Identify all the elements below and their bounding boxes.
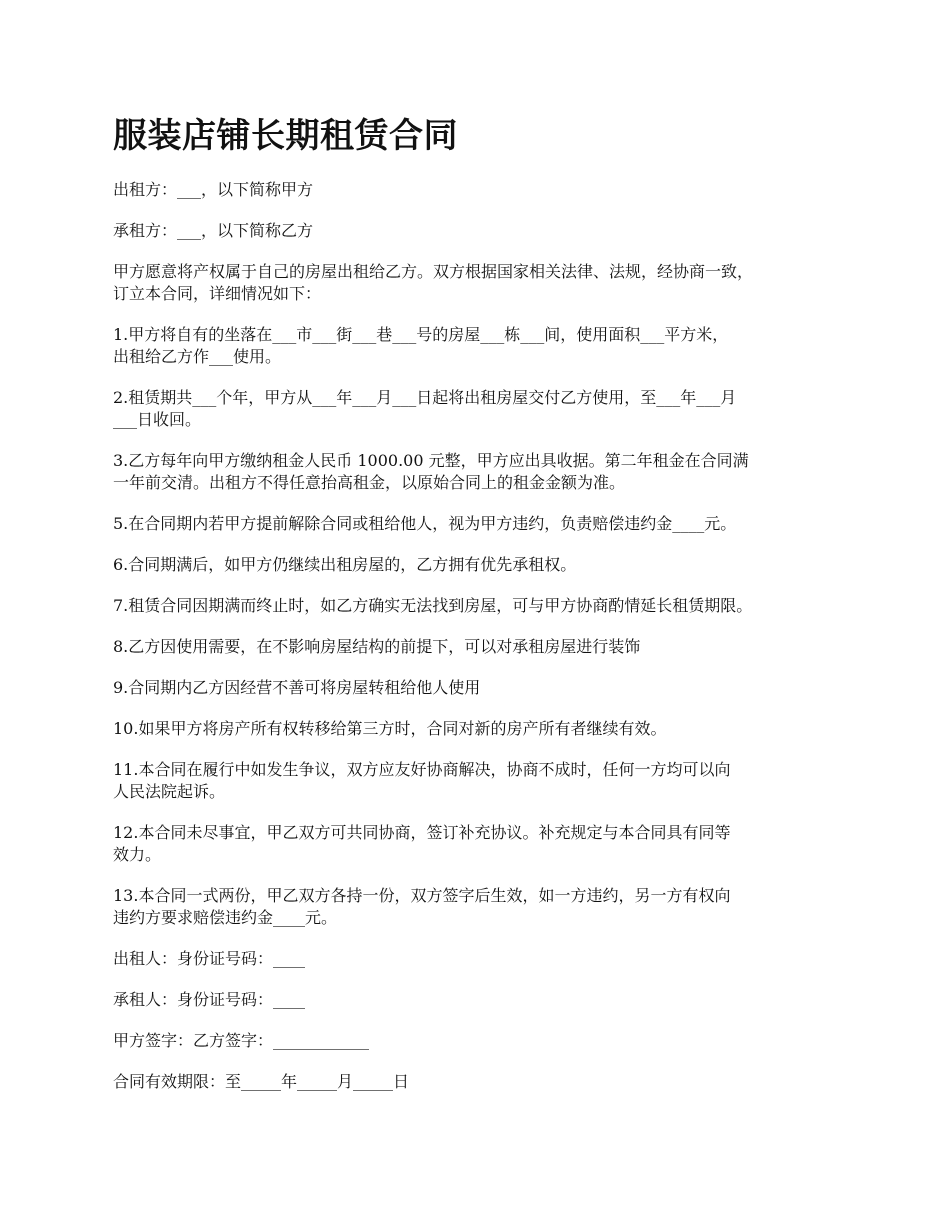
clause-1: 1.甲方将自有的坐落在___市___街___巷___号的房屋___栋___间，使用面积___平方米， 出租给乙方作___使用。 <box>113 325 729 366</box>
intro-paragraph: 甲方愿意将产权属于自己的房屋出租给乙方。双方根据国家相关法律、法规，经协商一致， 订立本合同，详细情况如下： <box>113 262 754 303</box>
lessor-id-line: 出租人：身份证号码：____ <box>113 949 306 968</box>
clause-13: 13.本合同一式两份，甲乙双方各持一份，双方签字后生效，如一方违约，另一方有权向 违约方要求赔偿违约金____元。 <box>113 886 731 927</box>
clause-9: 9.合同期内乙方因经营不善可将房屋转租给他人使用 <box>113 678 481 697</box>
clause-11: 11.本合同在履行中如发生争议，双方应友好协商解决，协商不成时，任何一方均可以向 人民法院起诉。 <box>113 760 731 801</box>
contract-document <box>113 112 853 1112</box>
lessor-line: 出租方：___，以下简称甲方 <box>113 180 314 199</box>
lessee-line: 承租方：___，以下简称乙方 <box>113 221 314 240</box>
lessee-id-line: 承租人：身份证号码：____ <box>113 990 306 1009</box>
page-title: 服装店铺长期租赁合同 <box>113 116 458 156</box>
clause-2: 2.租赁期共___个年，甲方从___年___月___日起将出租房屋交付乙方使用，至___年___月 ___日收回。 <box>113 388 737 429</box>
clause-6: 6.合同期满后，如甲方仍继续出租房屋的，乙方拥有优先承租权。 <box>113 555 577 574</box>
signature-line: 甲方签字：乙方签字：____________ <box>113 1031 370 1050</box>
clause-7: 7.租赁合同因期满而终止时，如乙方确实无法找到房屋，可与甲方协商酌情延长租赁期限。 <box>113 596 753 615</box>
clause-5: 5.在合同期内若甲方提前解除合同或租给他人，视为甲方违约，负责赔偿违约金____元。 <box>113 514 737 533</box>
clause-8: 8.乙方因使用需要，在不影响房屋结构的前提下，可以对承租房屋进行装饰 <box>113 637 641 656</box>
clause-10: 10.如果甲方将房产所有权转移给第三方时，合同对新的房产所有者继续有效。 <box>113 719 667 738</box>
validity-period-line: 合同有效期限：至_____年_____月_____日 <box>113 1072 410 1091</box>
clause-3: 3.乙方每年向甲方缴纳租金人民币 1000.00 元整，甲方应出具收据。第二年租金在合同满 一年前交清。出租方不得任意抬高租金，以原始合同上的租金金额为准。 <box>113 451 749 492</box>
clause-12: 12.本合同未尽事宜，甲乙双方可共同协商，签订补充协议。补充规定与本合同具有同等 效力。 <box>113 823 731 864</box>
